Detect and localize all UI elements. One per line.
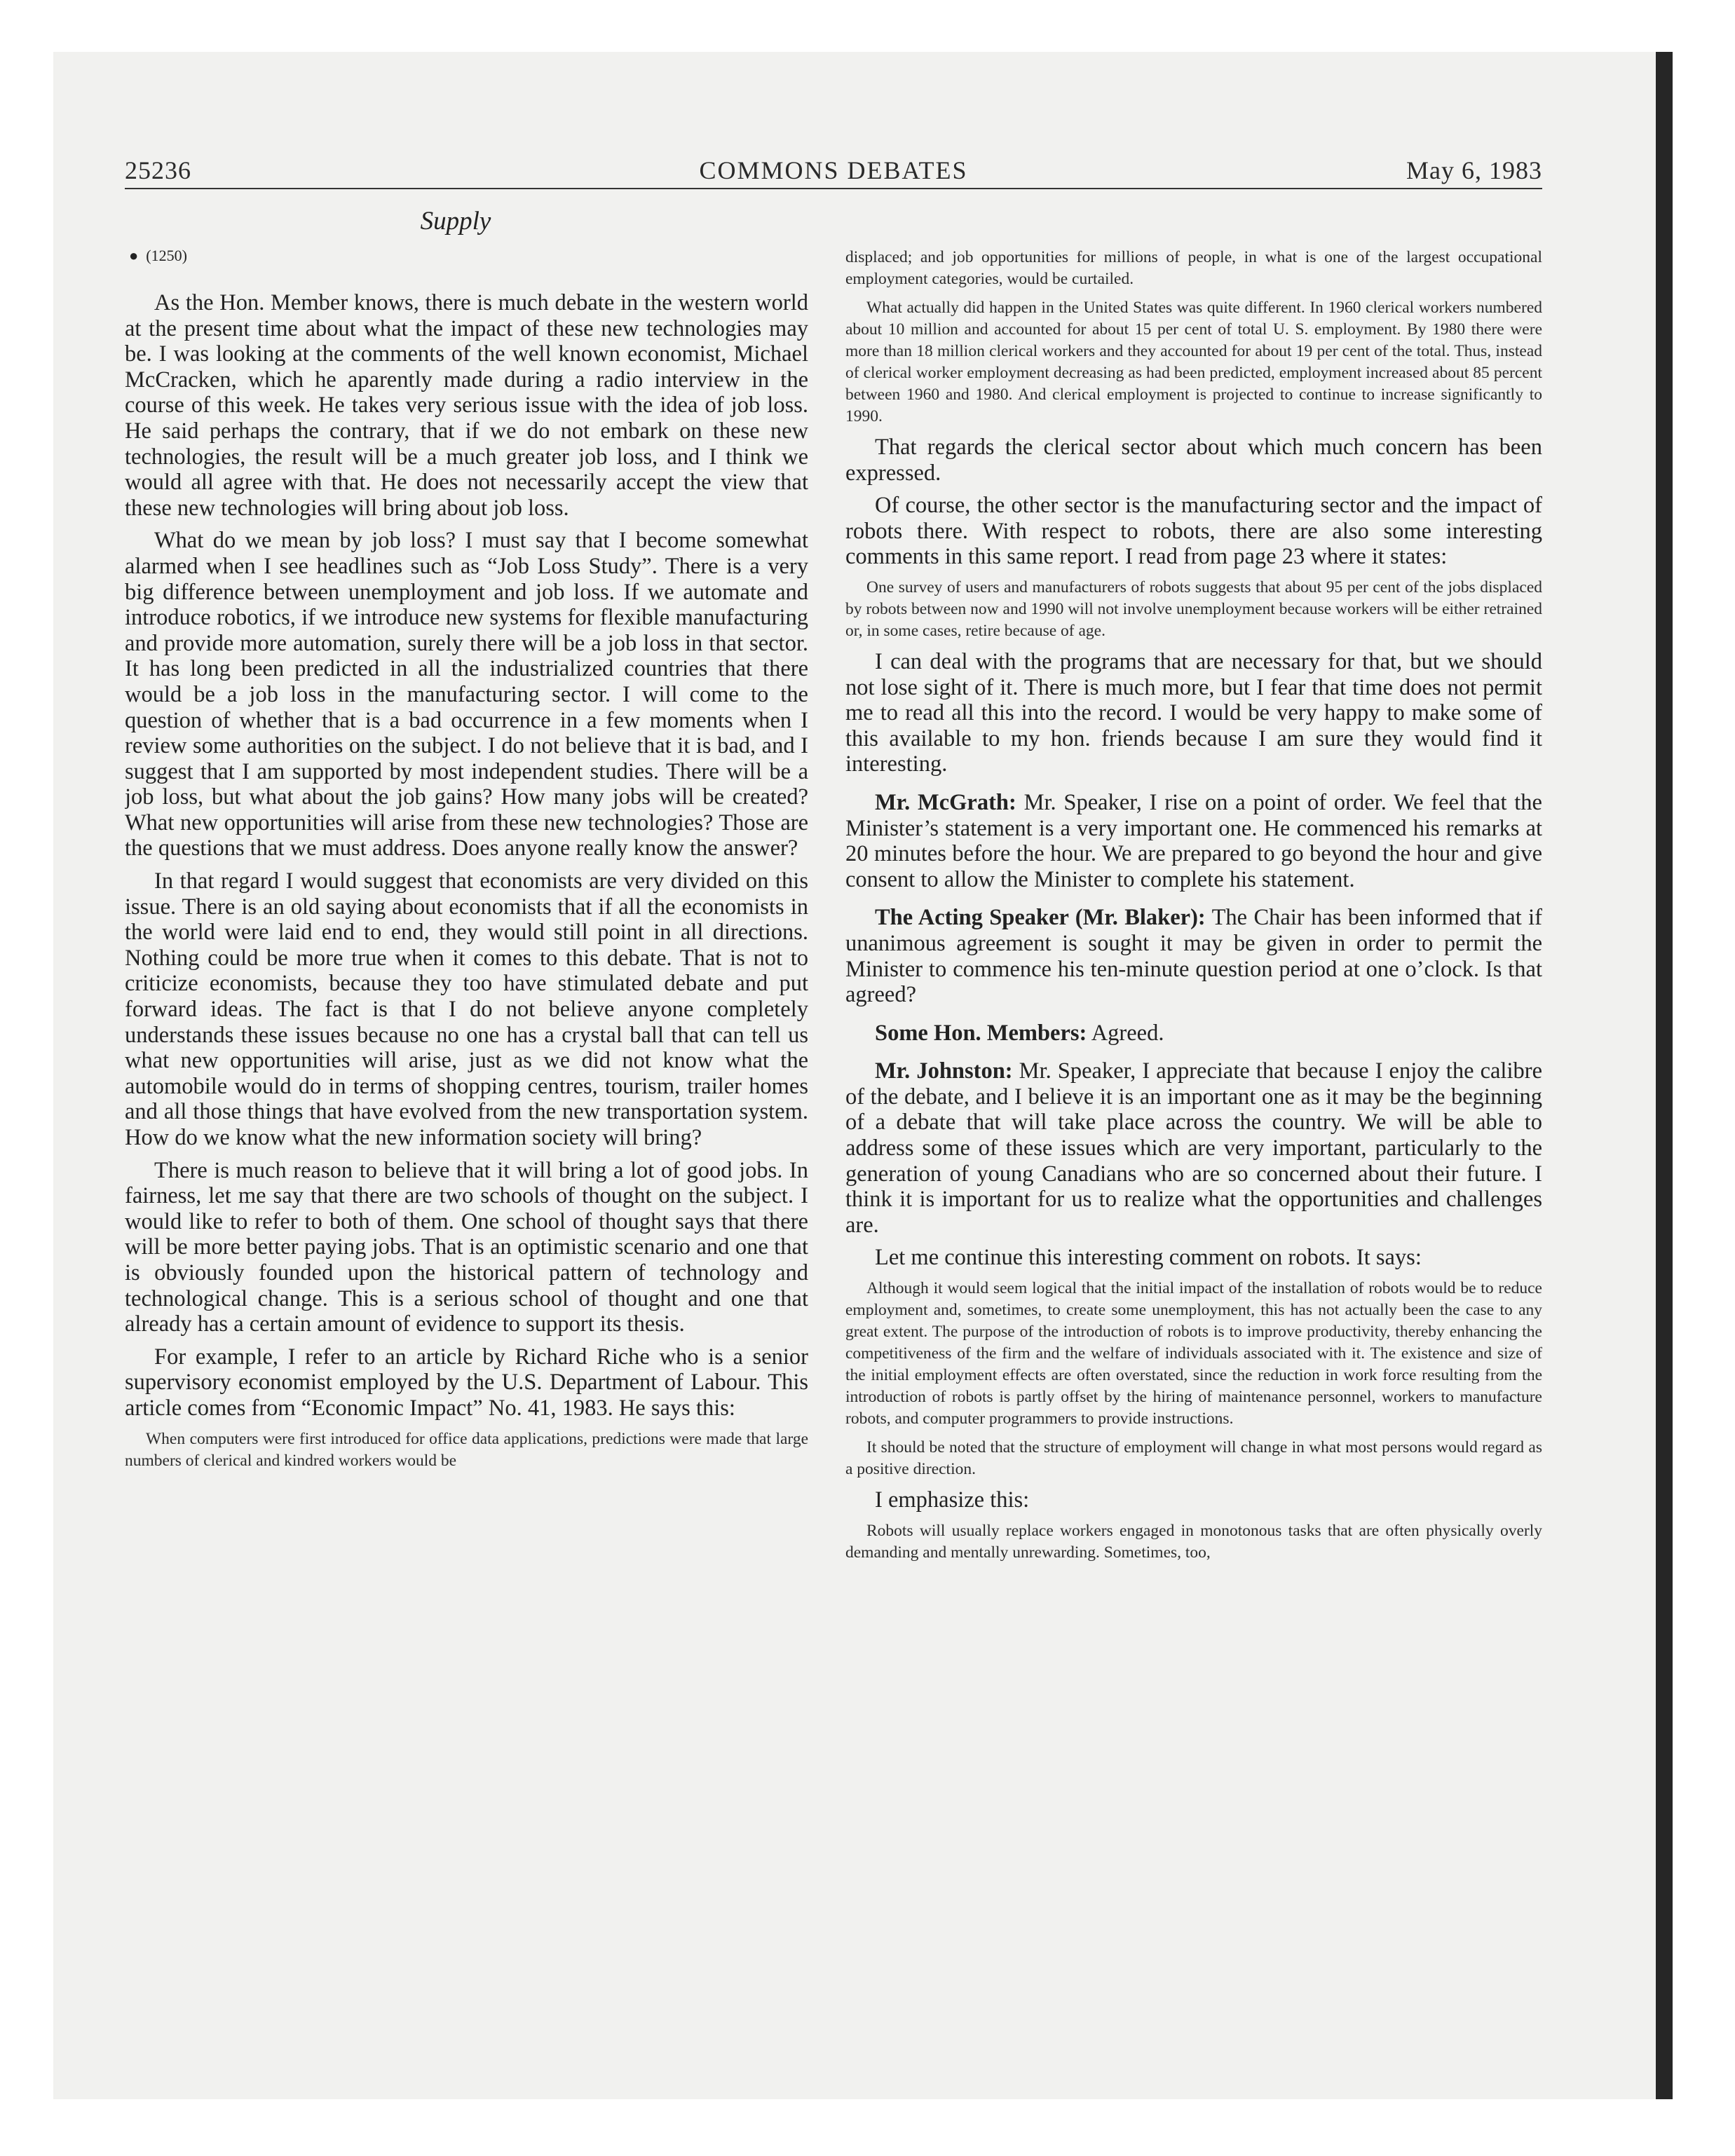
paragraph: That regards the clerical sector about which much concern has been expressed. [845,435,1542,486]
page-number: 25236 [125,156,191,184]
paragraph: In that regard I would suggest that economists are very divided on this issue. There is an old saying about economists that if all the economists in the world were laid end to end, they would still point in all directions. Nothing could be more true when it comes to this debate. That is not to criticize economists, because they too have stimulated debate and put forward ideas. The fact is that I do not believe anyone completely understands these issues because no one has a crystal ball that can tell us what new opportunities will arise, just as we did not know what the automobile would do in terms of shopping centres, tourism, trailer homes and all those things that have evolved from the new transportation system. How do we know what the new information society will bring? [125,868,808,1150]
block-quote: displaced; and job opportunities for millions of people, in what is one of the largest occupational employment categories, would be curtailed. [845,248,1542,288]
speaker-name: Some Hon. Members: [875,1020,1087,1046]
paragraph: There is much reason to believe that it will bring a lot of good jobs. In fairness, let me say that there are two schools of thought on the subject. I would like to refer to both of them. One school of thought says that there will be more better paying jobs. That is an optimistic scenario and one that is obviously founded upon the historical pattern of technology and technological change. This is a serious school of thought and one that already has a certain amount of evidence to support its thesis. [125,1157,808,1337]
right-column [845,247,1542,1929]
block-quote: Although it would seem logical that the initial impact of the installation of robots would be to reduce employment and, sometimes, to create some unemployment, this has not actually been the case to any great extent. The purpose of the introduction of robots is to improve productivity, thereby enhancing the competitiveness of the firm and the welfare of individuals associated with it. The existence and size of the initial employment effects are often overstated, since the reduction in work force resulting from the introduction of robots is partly offset by the hiring of maintenance personnel, workers to manufacture robots, and computer programmers to provide instructions. [845,1279,1542,1428]
bullet-icon: ● [129,247,139,264]
speaker-name: Mr. Johnston: [875,1058,1013,1084]
block-quote: Robots will usually replace workers engaged in monotonous tasks that are often physically overly demanding and mentally unrewarding. Sometimes, too, [845,1521,1542,1562]
speech-text: Agreed. [1087,1020,1164,1046]
block-quote: What actually did happen in the United States was quite different. In 1960 clerical workers numbered about 10 million and accounted for about 15 per cent of total U. S. employment. By 1980 there were more than 18 million clerical workers and they accounted for about 19 per cent of the total. Thus, instead of clerical worker employment decreasing as had been predicted, employment increased about 85 percent between 1960 and 1980. And clerical employment is projected to continue to increase significantly to 1990. [845,299,1542,425]
header-rule [125,188,1542,189]
speech-members [845,1021,1542,1046]
left-column [125,247,808,1929]
page-header [125,156,1542,189]
page-edge-shadow [1656,52,1673,2099]
paragraph: I emphasize this: [875,1487,1030,1513]
paragraph: What do we mean by job loss? I must say that I become somewhat alarmed when I see headlines such as “Job Loss Study”. There is a very big difference between unemployment and job loss. If we automate and introduce robotics, if we introduce new systems for flexible manufacturing and provide more automation, surely there will be a job loss in that sector. It has long been predicted in all the industrialized countries that there would be a job loss in the manufacturing sector. I will come to the question of whether that is a bad occurrence in a few moments when I review some authorities on the subject. I do not believe that it is bad, and I suggest that I am supported by most independent studies. There will be a job loss, but what about the job gains? How many jobs will be created? What new opportunities will arise from these new technologies? Those are the questions that we must address. Does anyone really know the answer? [125,528,808,861]
paragraph: For example, I refer to an article by Richard Riche who is a senior supervisory economist employed by the U.S. Department of Labour. This article comes from “Economic Impact” No. 41, 1983. He says this: [125,1344,808,1421]
block-quote: When computers were first introduced for office data applications, predictions were made that large numbers of clerical and kindred workers would be [125,1429,808,1470]
speech-acting-speaker [845,905,1542,1007]
time-marker-text: (1250) [146,247,187,264]
speaker-name: The Acting Speaker (Mr. Blaker): [875,905,1206,931]
block-quote: One survey of users and manufacturers of robots suggests that about 95 per cent of the jobs displaced by robots between now and 1990 will not involve unemployment because workers will be either retrained or, in some cases, retire because of age. [845,578,1542,640]
paragraph: I can deal with the programs that are necessary for that, but we should not lose sight of it. There is much more, but I fear that time does not permit me to read all this into the record. I would be very happy to make some of this available to my hon. friends because I am sure they would find it interesting. [845,648,1542,777]
speech-mcgrath [845,790,1542,892]
speaker-name: Mr. McGrath: [875,789,1016,815]
speech-johnston [845,1058,1542,1238]
speech-text: Mr. Speaker, I appreciate that because I enjoy the calibre of the debate, and I believe it is an important one as it may be the beginning of a debate that will take place across the country. We will be able to address some of these issues which are very important, particularly to the generation of young Canadians who are so concerned about their future. I think it is important for us to realize what the opportunities and challenges are. [845,1058,1542,1238]
block-quote: It should be noted that the structure of employment will change in what most persons would regard as a positive direction. [845,1438,1542,1479]
paragraph: Of course, the other sector is the manufacturing sector and the impact of robots there. With respect to robots, there are also some interesting comments in this same report. I read from page 23 where it states: [845,493,1542,570]
publication-date: May 6, 1983 [1406,156,1542,184]
section-title: Supply [420,207,491,236]
time-marker [129,247,808,265]
publication-title: COMMONS DEBATES [699,156,968,184]
paragraph: As the Hon. Member knows, there is much debate in the western world at the present time about what the impact of these new technologies may be. I was looking at the comments of the well known economist, Michael McCracken, which he aparently made during a radio interview in the course of this week. He takes very serious issue with the idea of job loss. He said perhaps the contrary, that if we do not embark on these new technologies, the result will be a much greater job loss, and I think we would all agree with that. He does not necessarily accept the view that these new technologies will bring about job loss. [125,290,808,521]
speech-text: The Chair has been informed that if unanimous agreement is sought it may be given in order to permit the Minister to commence his ten-minute question period at one o’clock. Is that agreed? [845,905,1542,1008]
speech-text: Mr. Speaker, I rise on a point of order. We feel that the Minister’s statement is a very important one. He commenced his remarks at 20 minutes before the hour. We are prepared to go beyond the hour and give consent to allow the Minister to complete his statement. [845,789,1542,892]
paragraph: Let me continue this interesting comment on robots. It says: [875,1245,1422,1271]
